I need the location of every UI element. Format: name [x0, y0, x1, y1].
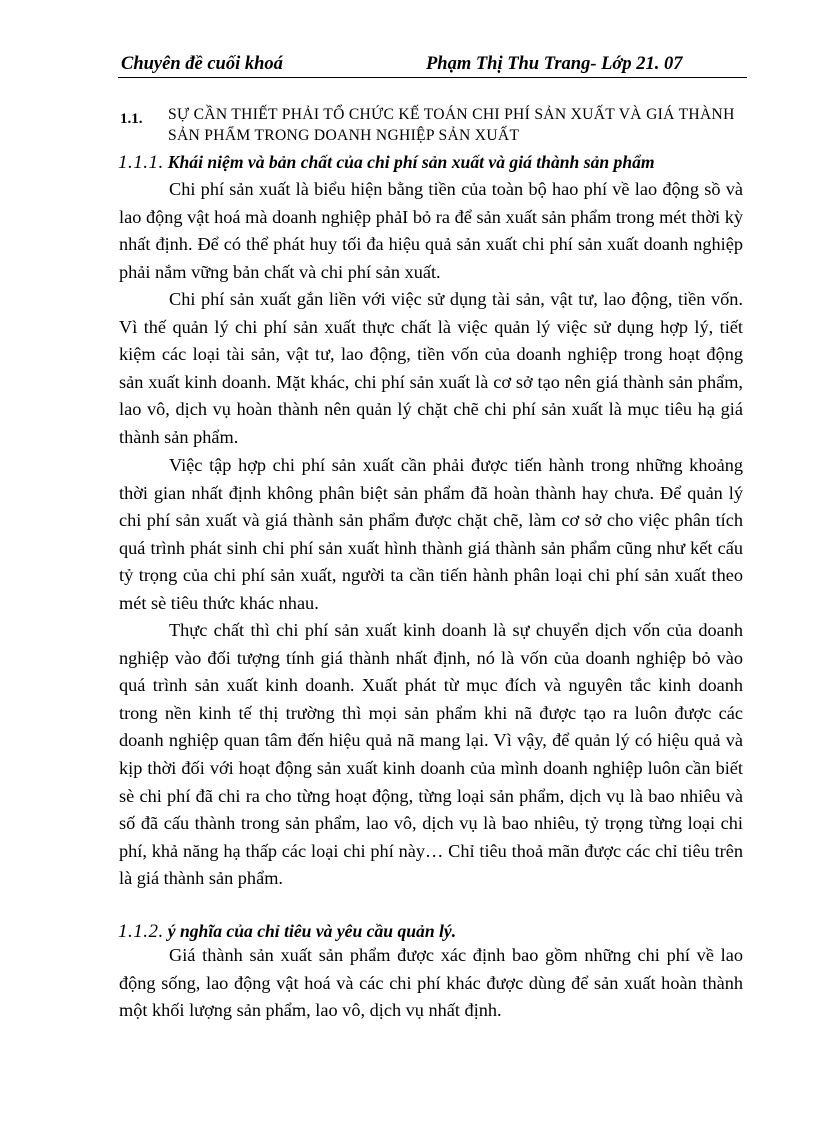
header-document-type: Chuyên đề cuối khoá: [121, 54, 283, 74]
section-number: 1.1.: [120, 111, 143, 127]
header-author: Phạm Thị Thu Trang- Lớp 21. 07: [426, 54, 683, 74]
header-rule: [118, 77, 747, 78]
paragraph: Việc tập hợp chi phí sản xuất cần phải được tiến hành trong những khoảng thời gian nhất định không phân biệt sản phẩm đã hoàn thành hay chưa. Để quản lý chi phí sản xuất và giá thành sản phẩm được chặt chẽ, làm cơ sở cho việc phân tích quá trình phát sinh chi phí sản xuất hình thành giá thành sản phẩm cũng như kết cấu tỷ trọng của chi phí sản xuất, người ta cần tiến hành phân loại chi phí sản xuất theo mét sè tiêu thức khác nhau.: [119, 455, 743, 613]
subsection-heading-2: [118, 918, 758, 945]
subsection-number: 1.1.1.: [118, 152, 164, 173]
paragraph: Chi phí sản xuất gắn liền với việc sử dụng tài sản, vật tư, lao động, tiền vốn. Vì thế quản lý chi phí sản xuất thực chất là việc quản lý việc sử dụng hợp lý, tiết kiệm các loại tài sản, vật tư, lao động, tiền vốn của doanh nghiệp trong hoạt động sản xuất kinh doanh. Mặt khác, chi phí sản xuất là cơ sở tạo nên giá thành sản phẩm, lao vô, dịch vụ hoàn thành nên quản lý chặt chẽ chi phí sản xuất là mục tiêu hạ giá thành sản phẩm.: [119, 289, 743, 447]
page-header: [118, 52, 747, 76]
paragraph: Giá thành sản xuất sản phẩm được xác định bao gồm những chi phí về lao động sống, lao động vật hoá và các chi phí khác được dùng để sản xuất hoàn thành một khối lượng sản phẩm, lao vô, dịch vụ nhất định.: [119, 945, 743, 1021]
subsection-heading-1: [118, 149, 758, 176]
subsection-number: 1.1.2.: [118, 921, 164, 942]
paragraph: Chi phí sản xuất là biểu hiện bằng tiền của toàn bộ hao phí về lao động sồ và lao động vật hoá mà doanh nghiệp phảI bỏ ra để sản xuất sản phẩm trong mét thời kỳ nhất định. Để có thể phát huy tối đa hiệu quả sản xuất chi phí sản xuất doanh nghiệp phải nắm vững bản chất và chi phí sản xuất.: [119, 179, 743, 282]
section-title: SỰ CẦN THIẾT PHẢI TỔ CHỨC KẾ TOÁN CHI PHÍ SẢN XUẤT VÀ GIÁ THÀNH SẢN PHẨM TRONG DOANH NGHIỆP SẢN XUẤT: [168, 106, 735, 144]
subsection-title: Khái niệm và bản chất của chi phí sản xuất và giá thành sản phẩm: [167, 152, 655, 172]
paragraph: Thực chất thì chi phí sản xuất kinh doanh là sự chuyển dịch vốn của doanh nghiệp vào đối tượng tính giá thành nhất định, nó là vốn của doanh nghiệp bỏ vào quá trình sản xuất kinh doanh. Xuất phát từ mục đích và nguyên tắc kinh doanh trong nền kinh tế thị trường thì mọi sản phẩm khi nã được tạo ra luôn được các doanh nghiệp quan tâm đến hiệu quả nã mang lại. Vì vậy, để quản lý có hiệu quả và kịp thời đối với hoạt động sản xuất kinh doanh của mình doanh nghiệp luôn cần biết sè chi phí đã chi ra cho từng hoạt động, từng loại sản phẩm, dịch vụ là bao nhiêu và số đã cấu thành trong sản phẩm, lao vô, dịch vụ là bao nhiêu, tỷ trọng từng loại chi phí, khả năng hạ thấp các loại chi phí này… Chỉ tiêu thoả mãn được các chỉ tiêu trên là giá thành sản phẩm.: [119, 620, 743, 889]
subsection-title: ý nghĩa của chỉ tiêu và yêu cầu quản lý.: [167, 921, 457, 941]
